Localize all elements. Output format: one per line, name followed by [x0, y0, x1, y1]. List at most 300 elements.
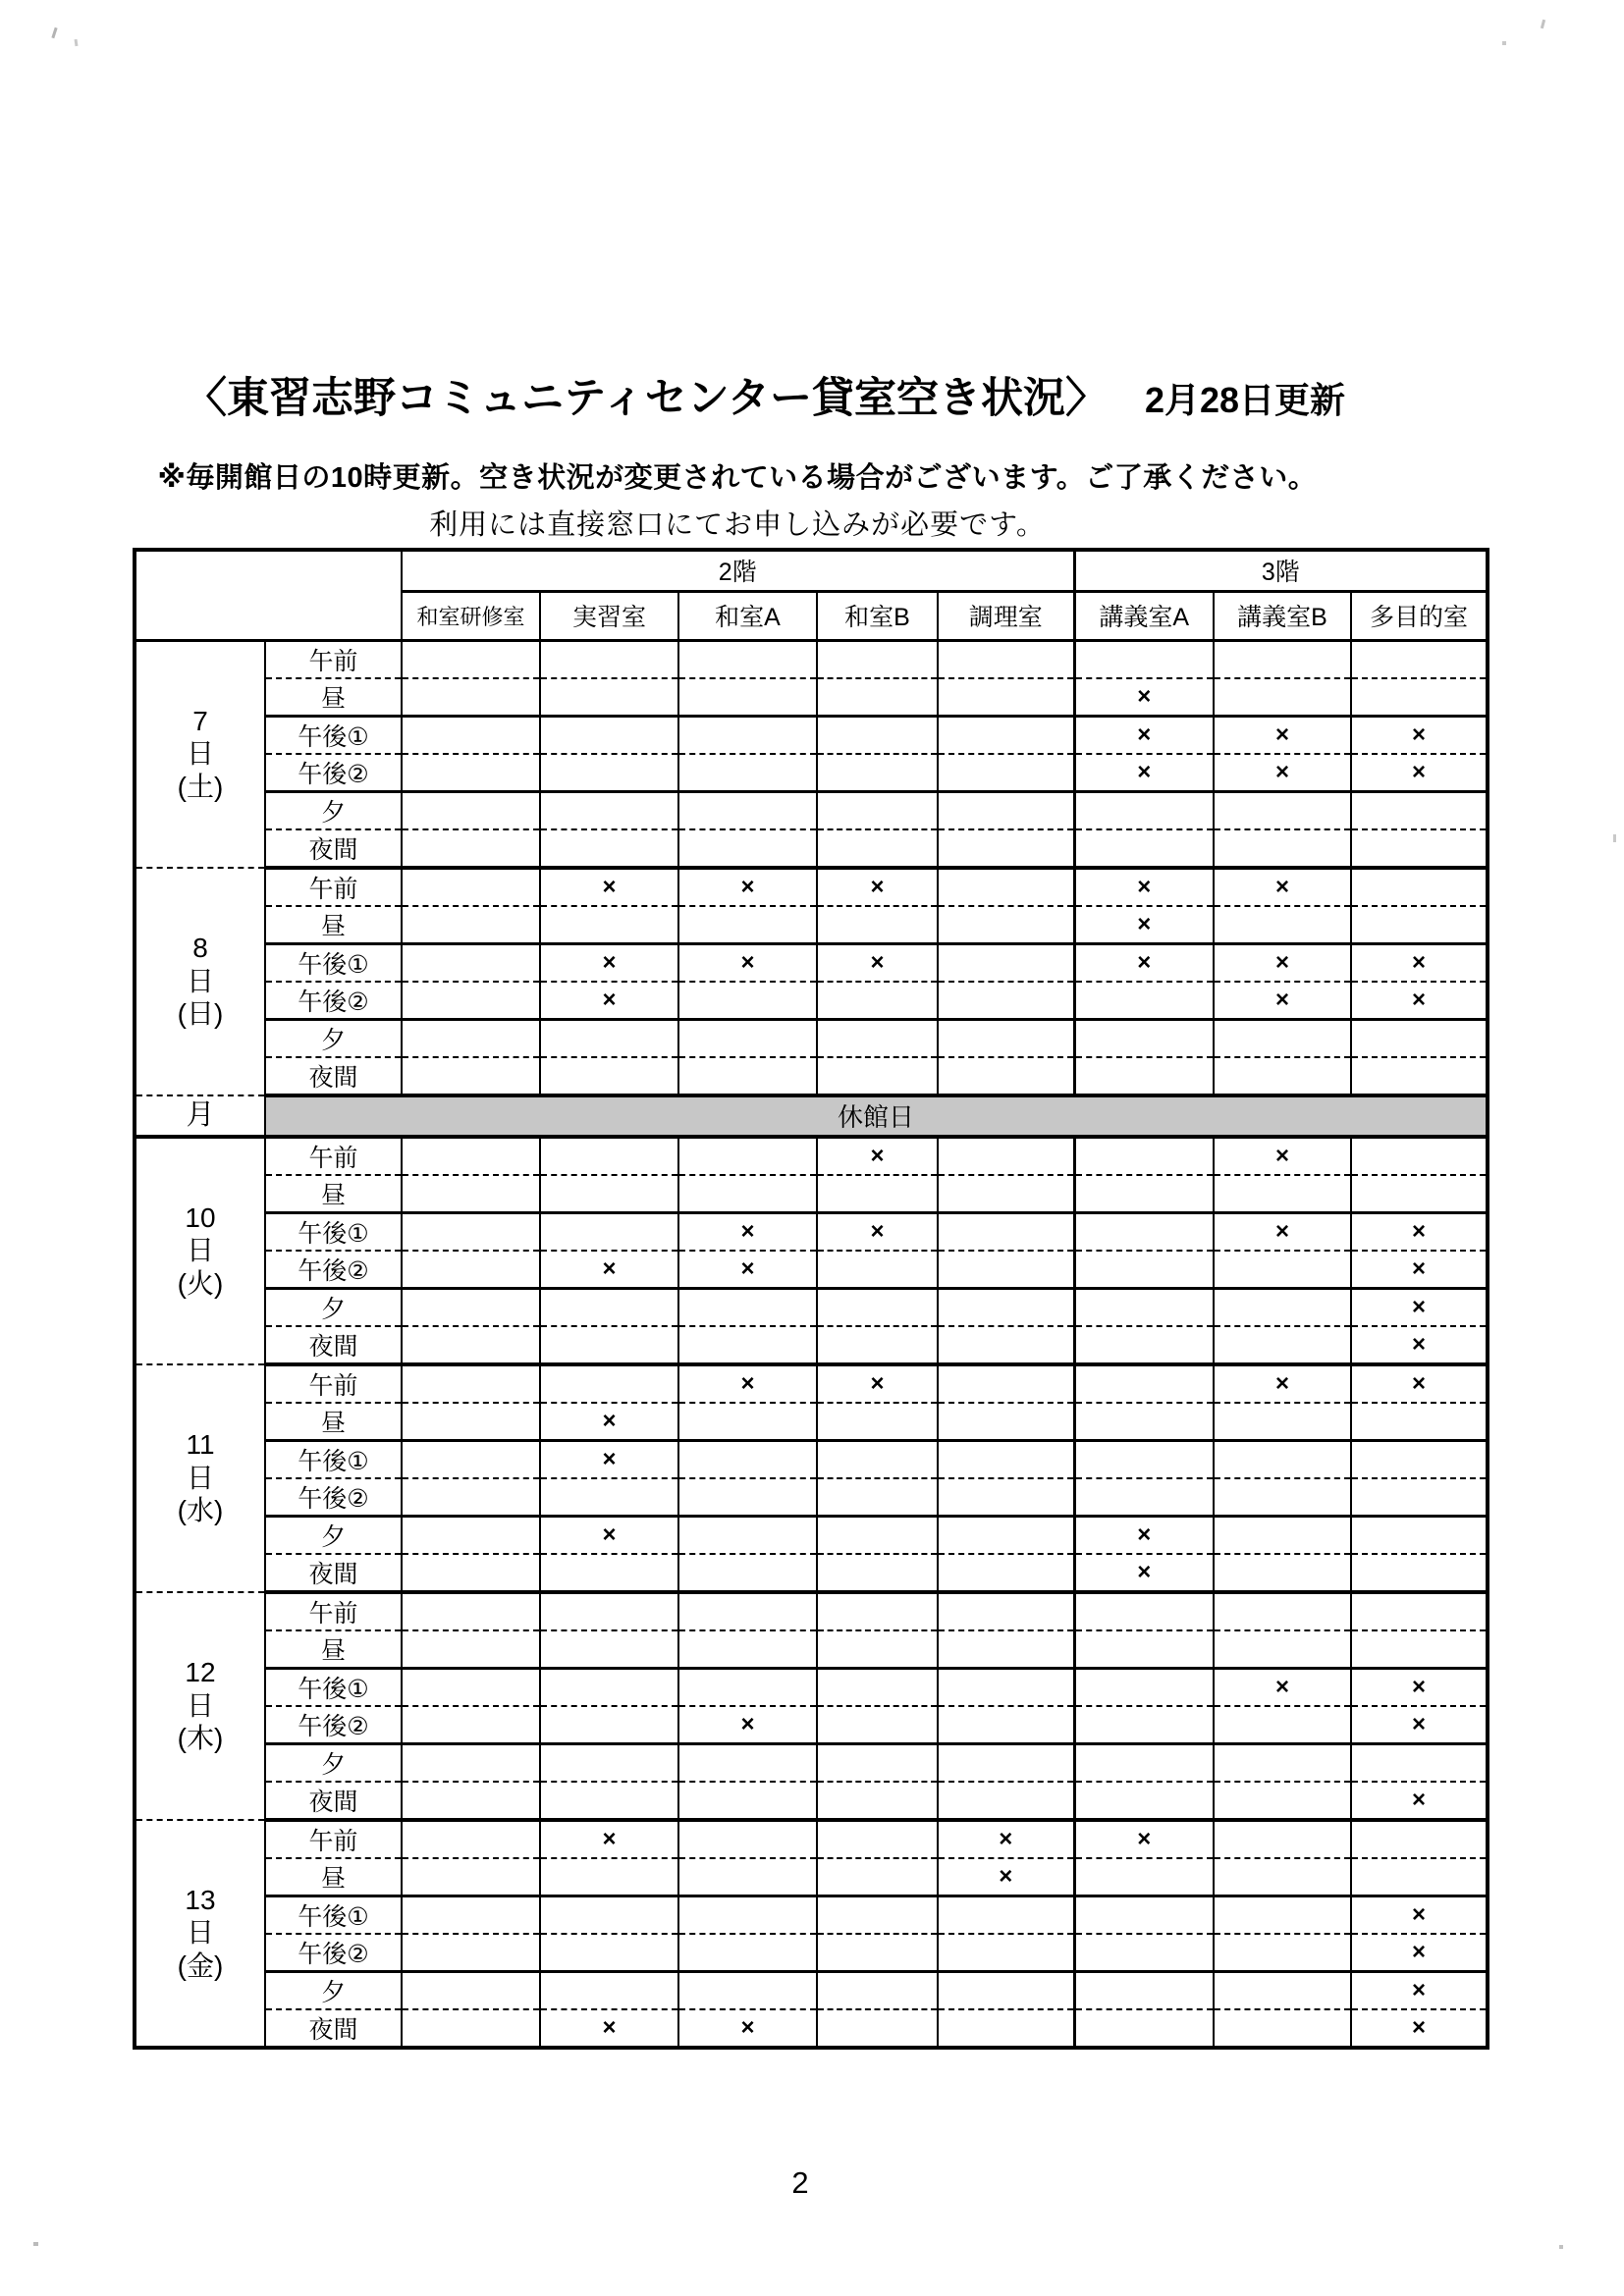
availability-cell-free — [402, 1934, 540, 1972]
availability-cell-free — [540, 829, 678, 868]
availability-cell-free — [938, 2009, 1074, 2048]
availability-cell-booked: × — [1214, 982, 1351, 1020]
schedule-row — [135, 1326, 1488, 1364]
availability-cell-free — [938, 1743, 1074, 1782]
availability-cell-booked: × — [678, 2009, 817, 2048]
room-header: 和室A — [678, 591, 817, 640]
availability-cell-free — [938, 754, 1074, 792]
availability-cell-free — [1074, 1019, 1214, 1057]
availability-cell-booked: × — [817, 1364, 938, 1403]
scan-artifact — [51, 27, 57, 38]
availability-cell-free — [402, 1326, 540, 1364]
availability-cell-free — [1074, 1743, 1214, 1782]
availability-cell-free — [1351, 829, 1488, 868]
availability-cell-free — [1351, 1137, 1488, 1175]
availability-cell-booked: × — [1351, 1706, 1488, 1744]
availability-cell-booked: × — [1074, 716, 1214, 754]
availability-cell-free — [817, 1403, 938, 1441]
availability-cell-free — [817, 1288, 938, 1326]
availability-cell-booked: × — [1351, 982, 1488, 1020]
availability-cell-booked: × — [1351, 1251, 1488, 1289]
availability-cell-free — [540, 1896, 678, 1934]
availability-cell-free — [1351, 1019, 1488, 1057]
availability-cell-free — [678, 1326, 817, 1364]
day-label-line: (金) — [177, 1949, 224, 1981]
availability-cell-free — [540, 1934, 678, 1972]
day-label-line: 8 — [192, 933, 208, 964]
schedule-row — [135, 1630, 1488, 1669]
availability-cell-free — [678, 1896, 817, 1934]
availability-cell-free — [817, 1440, 938, 1478]
availability-cell-free — [540, 1971, 678, 2009]
time-slot-label: 午後① — [265, 716, 402, 754]
schedule-row — [135, 716, 1488, 754]
schedule-row — [135, 982, 1488, 1020]
schedule-row — [135, 1175, 1488, 1213]
table-corner — [135, 550, 402, 640]
day-label-line: 13 — [185, 1884, 216, 1915]
room-header: 実習室 — [540, 591, 678, 640]
availability-cell-free — [1074, 791, 1214, 829]
time-slot-label: 夜間 — [265, 1554, 402, 1592]
availability-cell-free — [1351, 1820, 1488, 1858]
availability-cell-free — [540, 678, 678, 717]
availability-cell-free — [1214, 1251, 1351, 1289]
availability-cell-free — [817, 1858, 938, 1896]
schedule-row — [135, 868, 1488, 906]
availability-cell-booked: × — [1351, 1896, 1488, 1934]
availability-cell-free — [938, 1212, 1074, 1251]
day-label-line: (土) — [177, 771, 224, 802]
day-cell — [135, 868, 265, 1095]
availability-cell-free — [540, 716, 678, 754]
availability-cell-free — [1351, 791, 1488, 829]
availability-cell-booked: × — [1351, 1326, 1488, 1364]
availability-cell-free — [1074, 1057, 1214, 1095]
schedule-row — [135, 1478, 1488, 1517]
availability-cell-free — [938, 1326, 1074, 1364]
availability-cell-free — [402, 1743, 540, 1782]
availability-cell-free — [402, 1820, 540, 1858]
day-label-line: 12 — [185, 1657, 216, 1688]
availability-cell-free — [1074, 2009, 1214, 2048]
availability-cell-booked: × — [1214, 1137, 1351, 1175]
schedule-row — [135, 1516, 1488, 1554]
availability-cell-free — [402, 1630, 540, 1669]
availability-cell-free — [402, 1137, 540, 1175]
availability-cell-free — [938, 1934, 1074, 1972]
availability-cell-booked: × — [1074, 1554, 1214, 1592]
availability-cell-free — [938, 1251, 1074, 1289]
availability-cell-free — [402, 2009, 540, 2048]
time-slot-label: 夜間 — [265, 1326, 402, 1364]
availability-cell-free — [540, 1743, 678, 1782]
availability-cell-free — [817, 1326, 938, 1364]
day-cell — [135, 1592, 265, 1820]
availability-cell-free — [1074, 1137, 1214, 1175]
availability-cell-free — [402, 754, 540, 792]
day-label-line: 7 — [192, 705, 208, 736]
time-slot-label: 夜間 — [265, 2009, 402, 2048]
availability-cell-free — [402, 640, 540, 678]
day-label-line: 日 — [186, 738, 214, 770]
availability-cell-free — [817, 829, 938, 868]
time-slot-label: 午後② — [265, 982, 402, 1020]
availability-cell-booked: × — [678, 868, 817, 906]
availability-cell-booked: × — [1351, 943, 1488, 982]
availability-cell-free — [817, 1706, 938, 1744]
day-cell — [135, 1137, 265, 1364]
schedule-row — [135, 1820, 1488, 1858]
availability-cell-free — [540, 1175, 678, 1213]
availability-cell-free — [1214, 1288, 1351, 1326]
schedule-row — [135, 943, 1488, 982]
availability-cell-free — [1074, 1175, 1214, 1213]
notes-block — [0, 455, 1475, 543]
availability-cell-free — [938, 1782, 1074, 1820]
availability-cell-free — [817, 1782, 938, 1820]
availability-cell-free — [1214, 791, 1351, 829]
availability-cell-booked: × — [1074, 754, 1214, 792]
availability-cell-free — [817, 1057, 938, 1095]
availability-cell-free — [1214, 1820, 1351, 1858]
availability-cell-free — [817, 1592, 938, 1630]
day-label-line: 日 — [186, 1462, 214, 1493]
time-slot-label: 午後② — [265, 754, 402, 792]
availability-cell-free — [1351, 1743, 1488, 1782]
availability-cell-free — [678, 906, 817, 944]
availability-cell-free — [1214, 1554, 1351, 1592]
availability-cell-free — [938, 1175, 1074, 1213]
availability-cell-free — [1351, 868, 1488, 906]
availability-cell-free — [540, 754, 678, 792]
availability-cell-free — [678, 1782, 817, 1820]
availability-cell-free — [938, 1057, 1074, 1095]
schedule-row — [135, 1403, 1488, 1441]
availability-cell-free — [402, 1251, 540, 1289]
availability-cell-free — [402, 1554, 540, 1592]
schedule-row — [135, 1364, 1488, 1403]
availability-cell-free — [938, 1516, 1074, 1554]
availability-cell-booked: × — [938, 1858, 1074, 1896]
availability-cell-booked: × — [1214, 1364, 1351, 1403]
availability-cell-free — [678, 1057, 817, 1095]
availability-cell-free — [817, 982, 938, 1020]
availability-cell-free — [817, 1668, 938, 1706]
availability-cell-free — [1074, 1440, 1214, 1478]
availability-cell-free — [678, 1403, 817, 1441]
schedule-row — [135, 1440, 1488, 1478]
schedule-row — [135, 1782, 1488, 1820]
availability-cell-free — [1351, 906, 1488, 944]
time-slot-label: 夕 — [265, 1971, 402, 2009]
availability-cell-free — [1351, 1516, 1488, 1554]
availability-cell-free — [540, 1782, 678, 1820]
availability-cell-booked: × — [1351, 1212, 1488, 1251]
time-slot-label: 夜間 — [265, 1782, 402, 1820]
availability-cell-booked: × — [540, 1820, 678, 1858]
time-slot-label: 午後① — [265, 1896, 402, 1934]
time-slot-label: 夜間 — [265, 1057, 402, 1095]
availability-cell-free — [1214, 678, 1351, 717]
scan-artifact — [1613, 834, 1616, 842]
availability-cell-free — [1074, 982, 1214, 1020]
availability-cell-free — [678, 1630, 817, 1669]
availability-cell-booked: × — [817, 943, 938, 982]
availability-cell-free — [402, 1516, 540, 1554]
availability-cell-free — [938, 1288, 1074, 1326]
availability-cell-free — [1074, 1934, 1214, 1972]
availability-cell-booked: × — [1074, 678, 1214, 717]
day-label-line: (木) — [177, 1723, 224, 1754]
schedule-row — [135, 640, 1488, 678]
availability-cell-free — [678, 1137, 817, 1175]
availability-cell-free — [678, 982, 817, 1020]
schedule-row — [135, 1971, 1488, 2009]
availability-cell-booked: × — [1074, 1820, 1214, 1858]
time-slot-label: 昼 — [265, 1403, 402, 1441]
availability-cell-free — [678, 1516, 817, 1554]
availability-cell-free — [1351, 1440, 1488, 1478]
room-header: 講義室A — [1074, 591, 1214, 640]
title-row — [185, 365, 1345, 425]
availability-cell-free — [540, 1364, 678, 1403]
day-label-line: 日 — [186, 1917, 214, 1949]
availability-cell-free — [817, 1175, 938, 1213]
availability-cell-free — [1074, 1971, 1214, 2009]
availability-cell-free — [817, 1516, 938, 1554]
availability-table — [133, 548, 1489, 2050]
availability-cell-free — [938, 1896, 1074, 1934]
availability-cell-free — [938, 943, 1074, 982]
availability-cell-free — [402, 868, 540, 906]
time-slot-label: 午後① — [265, 1668, 402, 1706]
availability-cell-free — [938, 829, 1074, 868]
availability-cell-free — [1214, 1934, 1351, 1972]
availability-cell-free — [938, 1592, 1074, 1630]
availability-cell-free — [678, 1175, 817, 1213]
availability-cell-booked: × — [1074, 943, 1214, 982]
day-cell — [135, 1364, 265, 1592]
availability-cell-free — [938, 1364, 1074, 1403]
availability-cell-free — [817, 1251, 938, 1289]
availability-cell-booked: × — [540, 1403, 678, 1441]
availability-cell-free — [678, 1934, 817, 1972]
page-title: 〈東習志野コミュニティセンター貸室空き状況〉 — [185, 375, 1108, 422]
availability-cell-free — [402, 716, 540, 754]
availability-cell-free — [1351, 1478, 1488, 1517]
schedule-row — [135, 829, 1488, 868]
availability-cell-booked: × — [1074, 868, 1214, 906]
availability-cell-free — [540, 1478, 678, 1517]
availability-cell-free — [938, 1971, 1074, 2009]
availability-cell-free — [678, 1440, 817, 1478]
time-slot-label: 夜間 — [265, 829, 402, 868]
availability-cell-booked: × — [678, 943, 817, 982]
floor-header-row — [135, 550, 1488, 591]
availability-cell-free — [1214, 2009, 1351, 2048]
day-label-line: 10 — [185, 1201, 216, 1233]
availability-cell-free — [540, 1212, 678, 1251]
availability-cell-free — [1351, 678, 1488, 717]
availability-cell-booked: × — [1351, 1782, 1488, 1820]
time-slot-label: 午後① — [265, 1212, 402, 1251]
schedule-row — [135, 791, 1488, 829]
availability-cell-free — [1074, 1403, 1214, 1441]
availability-cell-free — [1214, 1019, 1351, 1057]
availability-cell-free — [1351, 1554, 1488, 1592]
availability-cell-free — [938, 1554, 1074, 1592]
room-header: 講義室B — [1214, 591, 1351, 640]
room-header: 和室研修室 — [402, 591, 540, 640]
availability-cell-free — [402, 1288, 540, 1326]
time-slot-label: 夕 — [265, 791, 402, 829]
day-label-line: (日) — [177, 998, 224, 1030]
availability-cell-free — [1074, 1706, 1214, 1744]
availability-cell-booked: × — [1351, 716, 1488, 754]
availability-cell-booked: × — [1214, 754, 1351, 792]
availability-cell-free — [678, 1019, 817, 1057]
availability-cell-free — [1214, 1175, 1351, 1213]
availability-cell-booked: × — [678, 1251, 817, 1289]
schedule-row — [135, 2009, 1488, 2048]
scan-artifact — [75, 39, 79, 46]
availability-cell-free — [402, 1706, 540, 1744]
availability-cell-free — [678, 1743, 817, 1782]
availability-cell-booked: × — [540, 982, 678, 1020]
availability-cell-free — [678, 1288, 817, 1326]
scan-artifact — [1559, 2245, 1563, 2249]
availability-cell-booked: × — [1214, 1212, 1351, 1251]
time-slot-label: 昼 — [265, 678, 402, 717]
availability-cell-booked: × — [540, 1516, 678, 1554]
availability-cell-free — [817, 906, 938, 944]
availability-cell-free — [817, 1896, 938, 1934]
schedule-row — [135, 678, 1488, 717]
availability-cell-free — [540, 1858, 678, 1896]
availability-cell-free — [1074, 1592, 1214, 1630]
time-slot-label: 午前 — [265, 868, 402, 906]
availability-cell-booked: × — [1351, 1364, 1488, 1403]
schedule-row — [135, 1251, 1488, 1289]
availability-cell-booked: × — [1351, 754, 1488, 792]
day-cell — [135, 640, 265, 868]
availability-cell-free — [402, 1212, 540, 1251]
availability-cell-free — [1351, 1403, 1488, 1441]
availability-cell-free — [938, 678, 1074, 717]
availability-cell-booked: × — [1214, 943, 1351, 982]
availability-cell-free — [1351, 1592, 1488, 1630]
scan-artifact — [1541, 20, 1545, 28]
availability-cell-booked: × — [1351, 1971, 1488, 2009]
availability-cell-free — [540, 1592, 678, 1630]
availability-cell-free — [1074, 829, 1214, 868]
availability-cell-free — [817, 678, 938, 717]
availability-cell-free — [402, 1896, 540, 1934]
floor-header: 2階 — [402, 550, 1074, 591]
schedule-row — [135, 1706, 1488, 1744]
availability-cell-booked: × — [540, 1440, 678, 1478]
schedule-row — [135, 1019, 1488, 1057]
availability-cell-free — [1214, 1782, 1351, 1820]
availability-cell-free — [678, 640, 817, 678]
availability-cell-booked: × — [678, 1212, 817, 1251]
availability-cell-free — [402, 1592, 540, 1630]
availability-cell-booked: × — [1214, 1668, 1351, 1706]
availability-cell-free — [402, 1175, 540, 1213]
availability-cell-booked: × — [817, 1212, 938, 1251]
availability-cell-free — [1214, 1971, 1351, 2009]
availability-cell-free — [1214, 1896, 1351, 1934]
scan-artifact — [1502, 41, 1506, 45]
availability-cell-free — [402, 829, 540, 868]
availability-cell-free — [1214, 1592, 1351, 1630]
availability-cell-booked: × — [540, 1251, 678, 1289]
room-header: 調理室 — [938, 591, 1074, 640]
day-label-line: 日 — [186, 1235, 214, 1266]
availability-cell-free — [402, 1858, 540, 1896]
availability-cell-free — [678, 829, 817, 868]
time-slot-label: 午後① — [265, 1440, 402, 1478]
schedule-row — [135, 1743, 1488, 1782]
availability-cell-free — [817, 791, 938, 829]
availability-cell-free — [1214, 1326, 1351, 1364]
availability-cell-free — [678, 678, 817, 717]
time-slot-label: 昼 — [265, 1175, 402, 1213]
update-date: 2月28日更新 — [1144, 380, 1346, 420]
availability-cell-free — [540, 1326, 678, 1364]
availability-cell-free — [540, 1137, 678, 1175]
availability-cell-booked: × — [540, 868, 678, 906]
availability-cell-free — [540, 1057, 678, 1095]
time-slot-label: 昼 — [265, 1858, 402, 1896]
availability-cell-free — [402, 1478, 540, 1517]
availability-cell-free — [1074, 1668, 1214, 1706]
availability-cell-free — [938, 868, 1074, 906]
availability-cell-free — [1214, 1057, 1351, 1095]
availability-cell-free — [1074, 1858, 1214, 1896]
availability-cell-free — [1351, 1858, 1488, 1896]
availability-cell-free — [402, 1364, 540, 1403]
availability-cell-free — [1074, 1288, 1214, 1326]
availability-cell-booked: × — [540, 2009, 678, 2048]
availability-cell-booked: × — [540, 943, 678, 982]
availability-cell-free — [540, 791, 678, 829]
availability-cell-free — [817, 1630, 938, 1669]
availability-cell-free — [938, 1706, 1074, 1744]
availability-cell-booked: × — [1074, 906, 1214, 944]
availability-cell-free — [402, 1668, 540, 1706]
time-slot-label: 午後② — [265, 1934, 402, 1972]
time-slot-label: 午前 — [265, 1820, 402, 1858]
day-label-line: 11 — [186, 1429, 215, 1461]
floor-header: 3階 — [1074, 550, 1488, 591]
availability-cell-free — [402, 982, 540, 1020]
availability-cell-free — [1351, 1057, 1488, 1095]
schedule-row — [135, 754, 1488, 792]
availability-cell-free — [678, 716, 817, 754]
availability-cell-free — [678, 1592, 817, 1630]
availability-cell-free — [1214, 640, 1351, 678]
availability-cell-booked: × — [1074, 1516, 1214, 1554]
availability-cell-free — [1351, 640, 1488, 678]
schedule-row — [135, 1668, 1488, 1706]
time-slot-label: 昼 — [265, 1630, 402, 1669]
availability-cell-free — [678, 754, 817, 792]
availability-cell-free — [540, 1019, 678, 1057]
schedule-row — [135, 1137, 1488, 1175]
availability-cell-free — [678, 791, 817, 829]
